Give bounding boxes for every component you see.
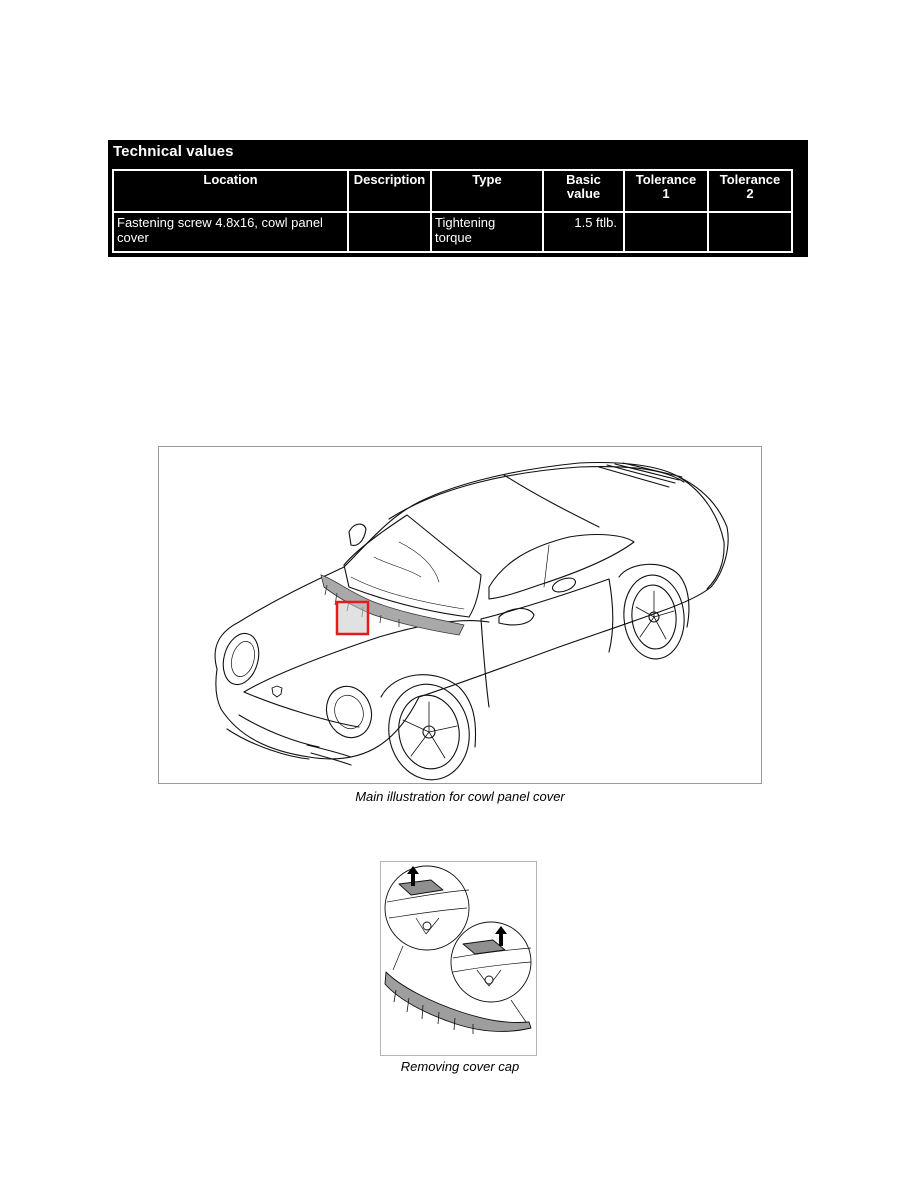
highlight-box <box>337 602 368 634</box>
car-body-outline <box>215 463 728 759</box>
cell-description <box>348 212 431 252</box>
side-window <box>489 535 634 599</box>
cell-location: Fastening screw 4.8x16, cowl panel cover <box>113 212 348 252</box>
detail-circle-2 <box>451 922 531 1002</box>
column-header-location: Location <box>113 170 348 212</box>
column-header-description: Description <box>348 170 431 212</box>
technical-values-title: Technical values <box>113 143 234 160</box>
table-header-row <box>113 170 792 212</box>
column-header-tolerance-2: Tolerance 2 <box>708 170 792 212</box>
column-header-basic-value: Basic value <box>543 170 624 212</box>
cell-tolerance-2 <box>708 212 792 252</box>
headlight-right <box>319 680 378 744</box>
detail-circle-1 <box>385 866 469 950</box>
cover-cap-drawing <box>381 862 536 1055</box>
cell-basic-value: 1.5 ftlb. <box>543 212 624 252</box>
cell-tolerance-1 <box>624 212 708 252</box>
main-illustration-caption: Main illustration for cowl panel cover <box>355 789 565 804</box>
table-row <box>113 212 792 252</box>
car-drawing <box>159 447 761 783</box>
technical-values-panel <box>108 140 808 257</box>
cover-cap-caption: Removing cover cap <box>400 1059 520 1074</box>
column-header-type: Type <box>431 170 543 212</box>
headlight-left <box>218 629 264 688</box>
cover-cap-illustration <box>380 861 537 1056</box>
main-illustration <box>158 446 762 784</box>
technical-values-table <box>112 169 793 253</box>
cell-type: Tightening torque <box>431 212 543 252</box>
column-header-tolerance-1: Tolerance 1 <box>624 170 708 212</box>
